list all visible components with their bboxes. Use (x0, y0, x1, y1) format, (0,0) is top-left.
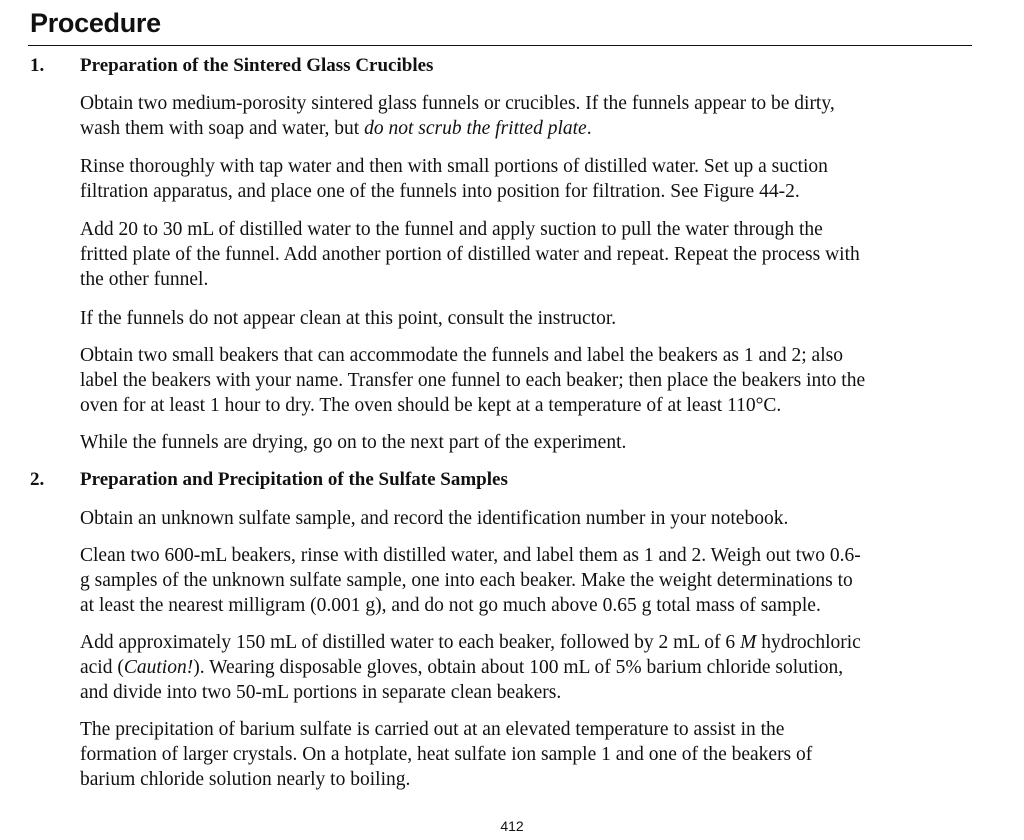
paragraph (80, 154, 980, 204)
paragraph-line (80, 568, 980, 593)
paragraph (80, 717, 980, 792)
text-run: at least the nearest milligram (0.001 g), and do not go much above 0.65 g total mass of sample. (80, 595, 821, 616)
section-2-title: Preparation and Precipitation of the Sulfate Samples (80, 469, 508, 490)
paragraph-line (80, 154, 980, 179)
italic-text-run: Caution! (123, 657, 194, 678)
heading-rule (28, 45, 972, 46)
paragraph-line (80, 116, 980, 141)
paragraph-line (80, 343, 980, 368)
paragraph-line (80, 393, 980, 418)
text-run: fritted plate of the funnel. Add another portion of distilled water and repeat. Repeat the process with (80, 244, 860, 265)
paragraph-line (80, 242, 980, 267)
procedure-heading: Procedure (30, 8, 161, 38)
paragraph-line (80, 593, 980, 618)
paragraph-line (80, 680, 980, 705)
paragraph-line (80, 767, 980, 792)
text-run: formation of larger crystals. On a hotplate, heat sulfate ion sample 1 and one of the beakers of (80, 744, 813, 765)
section-1-number: 1. (30, 55, 45, 76)
text-run: Obtain two small beakers that can accommodate the funnels and label the beakers as 1 and 2; also (80, 345, 843, 366)
paragraph-line (80, 91, 980, 116)
paragraph-line (80, 179, 980, 204)
paragraph (80, 217, 980, 292)
paragraph (80, 430, 980, 455)
paragraph-line (80, 543, 980, 568)
text-run: Obtain an unknown sulfate sample, and record the identification number in your notebook. (80, 508, 789, 529)
text-run: the other funnel. (80, 269, 209, 290)
text-run: wash them with soap and water, but (80, 118, 365, 139)
text-run: filtration apparatus, and place one of the funnels into position for filtration. See Figure 44-2. (80, 181, 800, 202)
paragraph (80, 343, 980, 418)
paragraph (80, 543, 980, 618)
paragraph-line (80, 506, 980, 531)
paragraph-line (80, 306, 980, 331)
text-run: ). Wearing disposable gloves, obtain about 100 mL of 5% barium chloride solution, (193, 657, 844, 678)
text-run: acid ( (80, 657, 124, 678)
section-1-title: Preparation of the Sintered Glass Crucibles (80, 55, 434, 76)
paragraph (80, 630, 980, 705)
paragraph-line (80, 217, 980, 242)
text-run: barium chloride solution nearly to boiling. (80, 769, 411, 790)
text-run: and divide into two 50-mL portions in separate clean beakers. (80, 682, 562, 703)
italic-text-run: do not scrub the fritted plate (364, 118, 587, 139)
text-run: Rinse thoroughly with tap water and then with small portions of distilled water. Set up a suction (80, 156, 828, 177)
text-run: oven for at least 1 hour to dry. The oven should be kept at a temperature of at least 110°C. (80, 395, 782, 416)
text-run: Obtain two medium-porosity sintered glass funnels or crucibles. If the funnels appear to be dirty, (80, 93, 835, 114)
paragraph (80, 506, 980, 531)
section-2-number: 2. (30, 469, 45, 490)
paragraph-line (80, 430, 980, 455)
text-run: label the beakers with your name. Transfer one funnel to each beaker; then place the beakers into the (80, 370, 866, 391)
text-run: . (586, 118, 592, 139)
text-run: If the funnels do not appear clean at this point, consult the instructor. (80, 308, 617, 329)
text-run: Add 20 to 30 mL of distilled water to the funnel and apply suction to pull the water through the (80, 219, 823, 240)
text-run: Add approximately 150 mL of distilled water to each beaker, followed by 2 mL of 6 (80, 632, 741, 653)
text-run: While the funnels are drying, go on to the next part of the experiment. (80, 432, 627, 453)
text-run: The precipitation of barium sulfate is carried out at an elevated temperature to assist in the (80, 719, 785, 740)
paragraph-line (80, 630, 980, 655)
text-run: Clean two 600-mL beakers, rinse with distilled water, and label them as 1 and 2. Weigh out two 0.6- (80, 545, 861, 566)
paragraph-line (80, 368, 980, 393)
paragraph-line (80, 267, 980, 292)
text-run: hydrochloric (756, 632, 861, 653)
italic-text-run: M (740, 632, 757, 653)
paragraph-line (80, 655, 980, 680)
paragraph (80, 91, 980, 141)
page-number: 412 (500, 818, 524, 834)
text-run: g samples of the unknown sulfate sample, one into each beaker. Make the weight determinations to (80, 570, 853, 591)
paragraph-line (80, 717, 980, 742)
paragraph-line (80, 742, 980, 767)
paragraph (80, 306, 980, 331)
